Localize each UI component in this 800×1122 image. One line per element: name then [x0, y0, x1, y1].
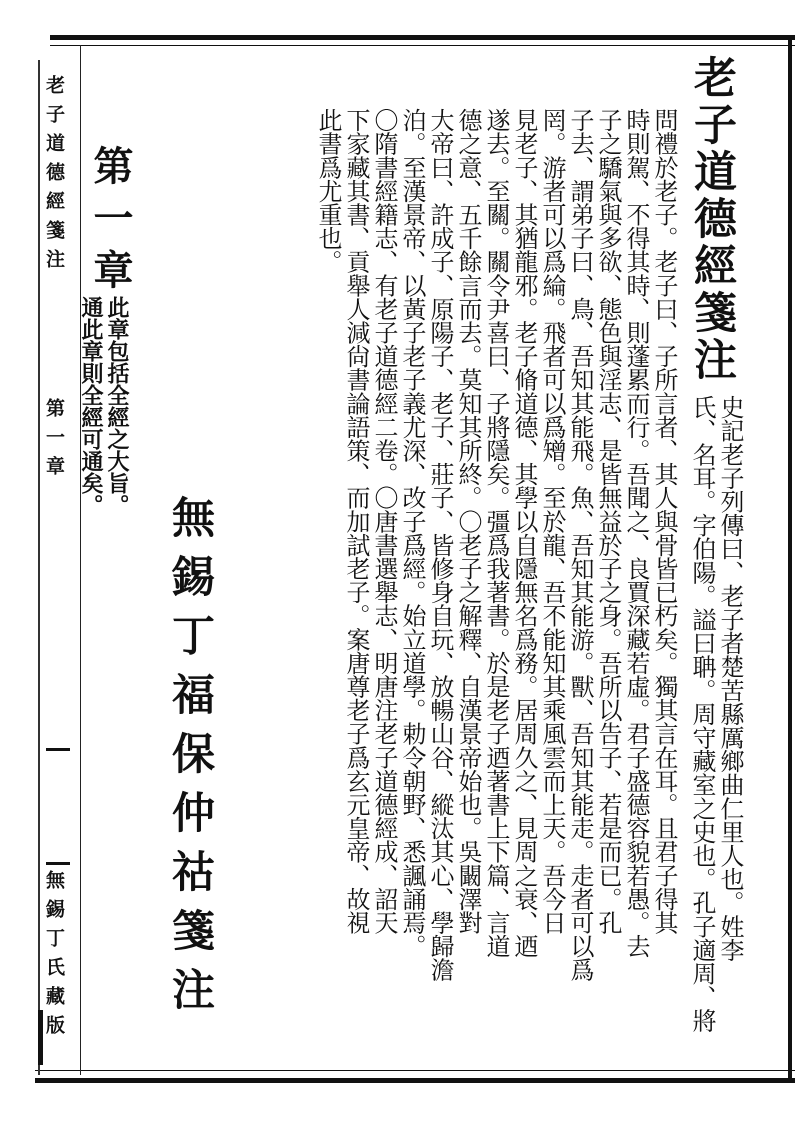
left-border	[38, 60, 40, 1075]
intro-column-2: 氏、名耳。字伯陽。謚曰聃。周守藏室之史也。孔子適周、將	[688, 395, 716, 1033]
intro-column-9: 遂去。至關。關令尹喜曰、子將隱矣。彊爲我著書。於是老子迺著書上下篇、言道	[482, 108, 510, 958]
intro-column-5: 子之驕氣與多欲、態色與淫志、是皆無益於子之身。吾所以告子、若是而已。孔	[594, 108, 622, 935]
intro-column-11: 大帝曰、許成子、原陽子、老子、莊子、皆修身自玩、放暢山谷、縱汰其心、學歸澹	[426, 108, 454, 982]
margin-book-title: 老子道德經箋注	[43, 75, 65, 278]
intro-column-10: 德之意、五千餘言而去。莫知其所終。〇老子之解釋、自漢景帝始也。吳闞澤對	[454, 108, 482, 935]
intro-column-4: 時則駕、不得其時、則蓬累而行。吾聞之、良賈深藏若虛。君子盛德容貌若愚。去	[622, 108, 650, 958]
margin-chapter: 第一章	[43, 398, 65, 485]
margin-divider	[80, 45, 81, 1075]
right-border	[788, 35, 792, 1083]
intro-column-1: 史記老子列傳曰、老子者楚苦縣厲鄉曲仁里人也。姓李	[716, 395, 744, 962]
chapter-heading: 第一章	[87, 145, 134, 301]
margin-rule-lower	[46, 862, 70, 865]
bottom-border-thin	[35, 1070, 795, 1071]
author-line: 無錫丁福保仲祜箋注	[165, 495, 215, 1026]
intro-column-14: 下家藏其書、貢舉人減尙書論語策、而加試老子。案唐尊老子爲玄元皇帝、故視	[342, 108, 370, 935]
intro-column-7: 罔。游者可以爲綸。飛者可以爲矰。至於龍、吾不能知其乘風雲而上天。吾今日	[538, 108, 566, 935]
intro-column-6: 子去、謂弟子曰、鳥、吾知其能飛。魚、吾知其能游。獸、吾知其能走。走者可以爲	[566, 108, 594, 982]
intro-column-8: 見老子、其猶龍邪。老子脩道德、其學以自隱無名爲務。居周久之、見周之衰、迺	[510, 108, 538, 958]
intro-column-12: 泊。至漢景帝、以黃子老子義尤深、改子爲經。始立道學。勅令朝野、悉諷誦焉。	[398, 108, 426, 958]
chapter-note-line-1: 此章包括全經之大旨。	[104, 296, 130, 516]
intro-column-3: 問禮於老子。老子曰、子所言者、其人與骨皆已朽矣。獨其言在耳。且君子得其	[650, 108, 678, 935]
intro-column-13: 〇隋書經籍志、有老子道德經二卷。〇唐書選舉志、明唐注老子道德經成、詔天	[370, 108, 398, 935]
top-border-thin	[50, 45, 795, 46]
book-title: 老子道德經箋注	[687, 55, 737, 384]
chapter-note-line-2: 通此章則全經可通矣。	[78, 296, 104, 516]
margin-publisher: 無錫丁氏藏版	[43, 870, 65, 1044]
top-border	[50, 35, 795, 40]
intro-column-15: 此書爲尤重也。	[314, 108, 342, 274]
margin-rule	[46, 748, 70, 751]
bottom-border	[35, 1078, 795, 1083]
